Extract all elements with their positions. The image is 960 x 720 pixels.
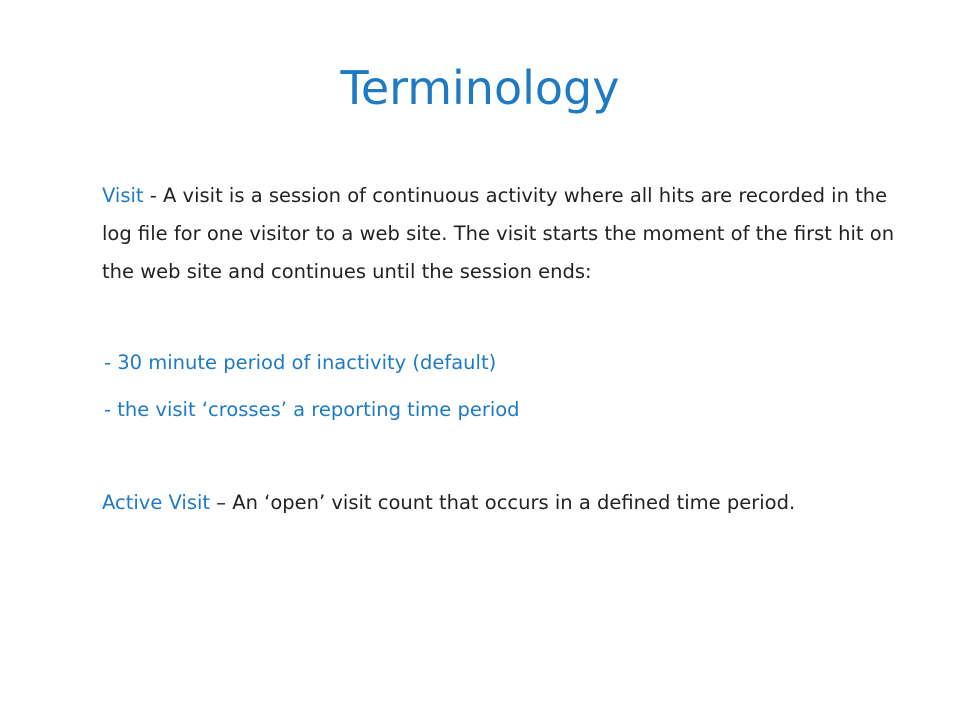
- bullet-item-crosses-period: - the visit ‘crosses’ a reporting time period: [104, 398, 520, 421]
- slide-title: Terminology: [340, 61, 620, 115]
- active-visit-definition-text: – An ‘open’ visit count that occurs in a defined time period.: [210, 491, 796, 514]
- visit-term: Visit: [102, 184, 144, 207]
- active-visit-definition-paragraph: [102, 486, 902, 520]
- active-visit-term: Active Visit: [102, 491, 211, 514]
- visit-definition-paragraph: [102, 177, 902, 291]
- visit-definition-text: - A visit is a session of continuous activity where all hits are recorded in the log file for one visitor to a web site. The visit starts the moment of the first hit on the web site and continues until the session ends:: [102, 184, 895, 283]
- bullet-item-inactivity: - 30 minute period of inactivity (default): [104, 351, 497, 374]
